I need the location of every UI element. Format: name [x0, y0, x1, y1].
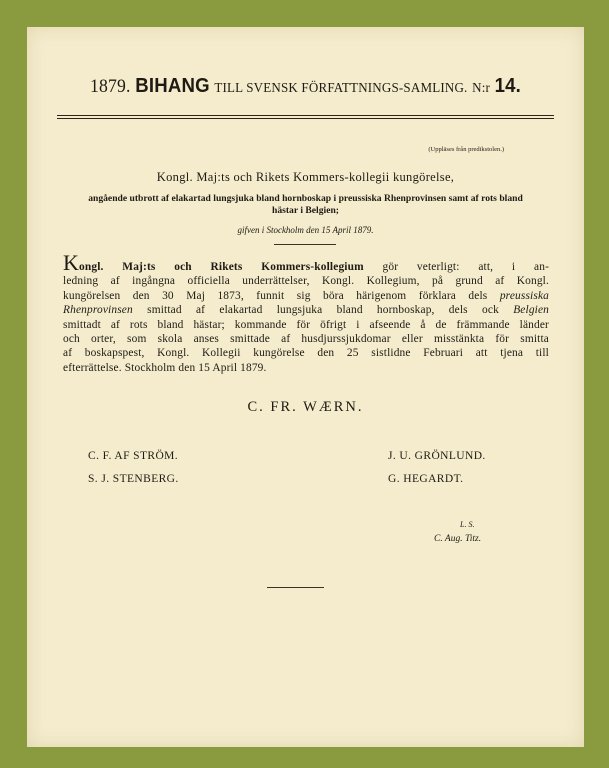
- body-line: efterrättelse. Stockholm den 15 April 1879.: [63, 361, 267, 374]
- header-rule-bottom: [57, 118, 554, 119]
- member-name: C. F. AF STRÖM.: [88, 450, 179, 462]
- closing-divider: [267, 587, 324, 588]
- member-name: J. U. GRÖNLUND.: [388, 450, 486, 462]
- members-left: [88, 445, 179, 491]
- header-rule-top: [57, 115, 554, 116]
- body-line: af boskapspest, Kongl. Kollegii kungörelse den 25 sistlidne Februari att tjena till: [63, 347, 549, 360]
- body-line: Rhenprovinsen smittad af elakartad lungsjuka bland hornboskap, dels ock Belgien: [63, 304, 550, 317]
- document-subtitle: angående utbrott af elakartad lungsjuka bland hornboskap i preussiska Rhenprovinsen samt af rots bland hästar i Belgien;: [88, 193, 523, 216]
- body-line: kungörelsen den 30 Maj 1873, funnit sig böra härigenom förklara dels preussiska: [63, 289, 549, 302]
- divider: [274, 244, 336, 245]
- member-name: S. J. STENBERG.: [88, 473, 179, 485]
- seal-mark: L. S.: [460, 520, 475, 529]
- source-note: (Uppläses från predikstolen.): [428, 146, 504, 153]
- page-header: [46, 75, 564, 105]
- countersignature: C. Aug. Titz.: [434, 534, 482, 544]
- header-year: 1879.: [89, 76, 131, 97]
- header-bihang: BIHANG: [135, 75, 210, 97]
- document-title: Kongl. Maj:ts och Rikets Kommers-kollegii kungörelse,: [156, 170, 455, 184]
- header-number: 14.: [494, 75, 522, 97]
- authority-name: ongl. Maj:ts och Rikets Kommers-kollegium: [79, 261, 364, 273]
- body-line: ledning af ingångna officiella underrättelser, Kongl. Kollegium, på grund af Kongl.: [63, 275, 549, 288]
- document-page: [27, 27, 584, 747]
- body-line: Kongl. Maj:ts och Rikets Kommers-kollegium gör veterligt: att, i an-: [63, 250, 550, 275]
- body-line: och orter, som skola anses smittade af husdjurssjukdomar eller misstänkta för smitta: [63, 333, 549, 346]
- date-given: gifven i Stockholm den 15 April 1879.: [237, 225, 374, 235]
- member-name: G. HEGARDT.: [388, 473, 464, 485]
- members-right: [388, 445, 486, 491]
- drop-cap: K: [63, 250, 80, 275]
- header-title: TILL SVENSK FÖRFATTNINGS-SAMLING.: [214, 81, 468, 96]
- decree-body: [63, 250, 550, 375]
- main-signature: C. FR. WÆRN.: [247, 399, 364, 415]
- body-line: smittadt af rots bland hästar; kommande för öfrigt i afseende å de främmande länder: [63, 318, 549, 331]
- header-number-prefix: N:r: [472, 81, 491, 96]
